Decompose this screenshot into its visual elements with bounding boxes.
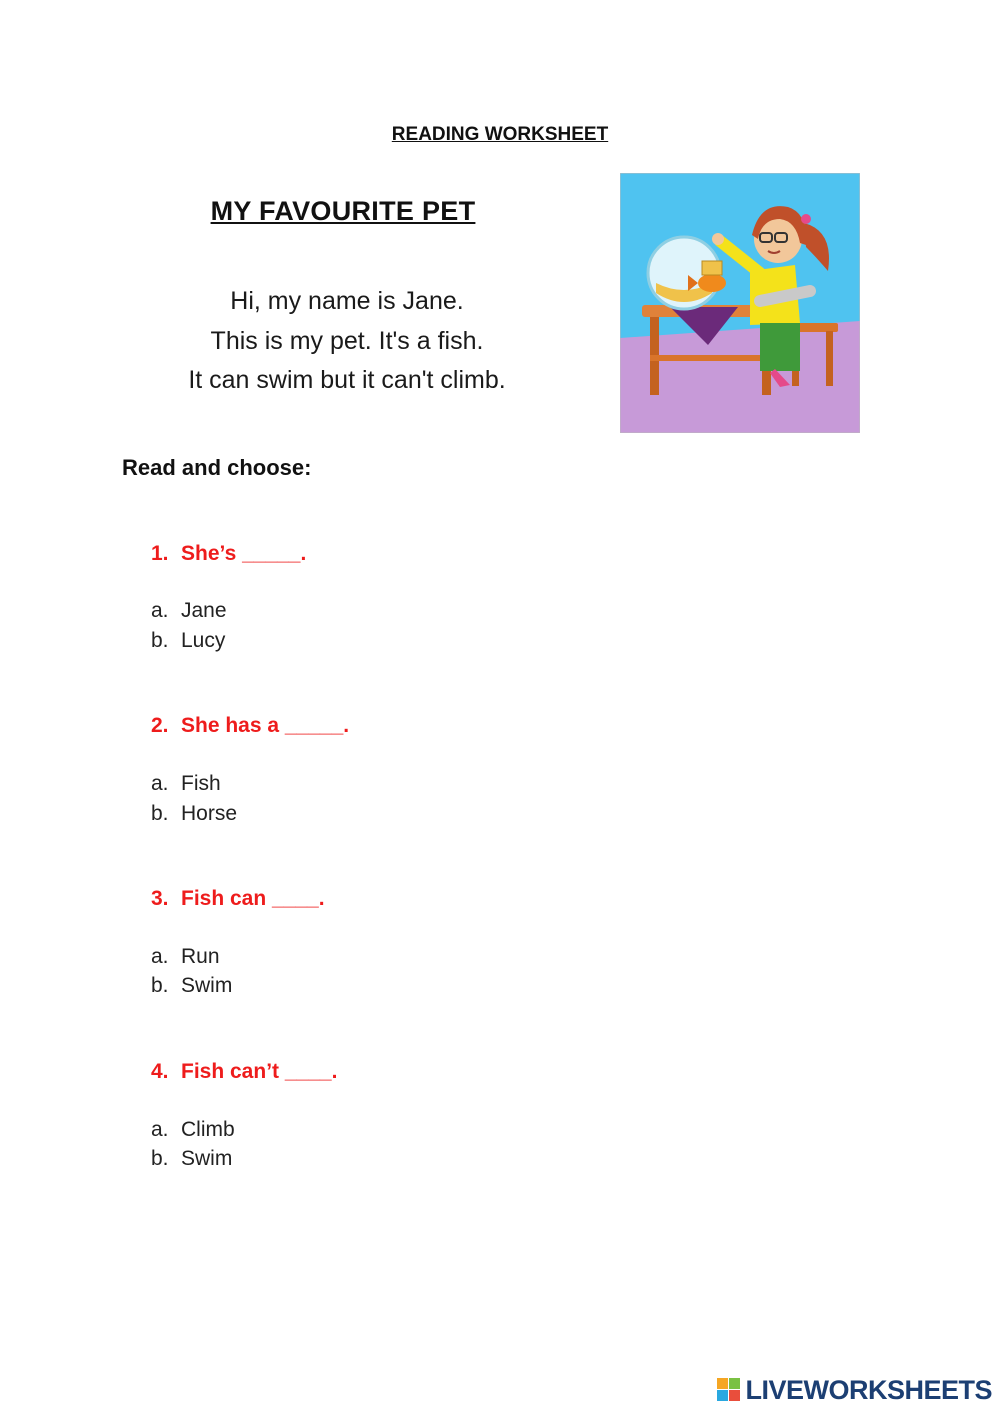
- question-text: She’s _____.: [181, 542, 307, 565]
- option-letter: a.: [151, 772, 169, 795]
- question-text: Fish can ____.: [181, 887, 325, 910]
- question-number: 4.: [151, 1060, 169, 1083]
- option-3b[interactable]: [151, 974, 232, 998]
- option-text: Jane: [181, 599, 227, 622]
- question-text: Fish can’t ____.: [181, 1060, 338, 1083]
- story-line: Hi, my name is Jane.: [230, 287, 464, 315]
- option-3a[interactable]: [151, 945, 220, 969]
- worksheet-title: READING WORKSHEET: [391, 124, 609, 145]
- option-letter: a.: [151, 599, 169, 622]
- option-text: Fish: [181, 772, 221, 795]
- option-letter: b.: [151, 802, 169, 825]
- option-letter: b.: [151, 974, 169, 997]
- question-number: 1.: [151, 542, 169, 565]
- question-4: [151, 1060, 337, 1084]
- option-text: Swim: [181, 974, 233, 997]
- option-letter: a.: [151, 945, 169, 968]
- question-3: [151, 887, 325, 911]
- question-2: [151, 714, 349, 738]
- option-letter: a.: [151, 1118, 169, 1141]
- option-4a[interactable]: [151, 1118, 235, 1142]
- option-text: Run: [181, 945, 220, 968]
- option-4b[interactable]: [151, 1147, 232, 1171]
- option-text: Climb: [181, 1118, 235, 1141]
- liveworksheets-footer: [717, 1375, 992, 1405]
- girl-with-fishbowl-illustration: [620, 173, 860, 433]
- instruction-label: Read and choose:: [122, 455, 312, 480]
- story-title: MY FAVOURITE PET: [210, 196, 476, 226]
- option-2b[interactable]: [151, 802, 237, 826]
- option-letter: b.: [151, 629, 169, 652]
- question-number: 2.: [151, 714, 169, 737]
- brand-name: LIVEWORKSHEETS: [745, 1374, 992, 1405]
- option-1b[interactable]: [151, 629, 225, 653]
- option-1a[interactable]: [151, 599, 227, 623]
- question-number: 3.: [151, 887, 169, 910]
- story-line: It can swim but it can't climb.: [188, 366, 506, 394]
- question-text: She has a _____.: [181, 714, 350, 737]
- question-1: [151, 542, 306, 566]
- option-text: Lucy: [181, 629, 226, 652]
- option-2a[interactable]: [151, 772, 221, 796]
- option-letter: b.: [151, 1147, 169, 1170]
- option-text: Horse: [181, 802, 238, 825]
- story-line: This is my pet. It's a fish.: [210, 327, 484, 355]
- option-text: Swim: [181, 1147, 233, 1170]
- liveworksheets-logo-icon: [717, 1378, 741, 1402]
